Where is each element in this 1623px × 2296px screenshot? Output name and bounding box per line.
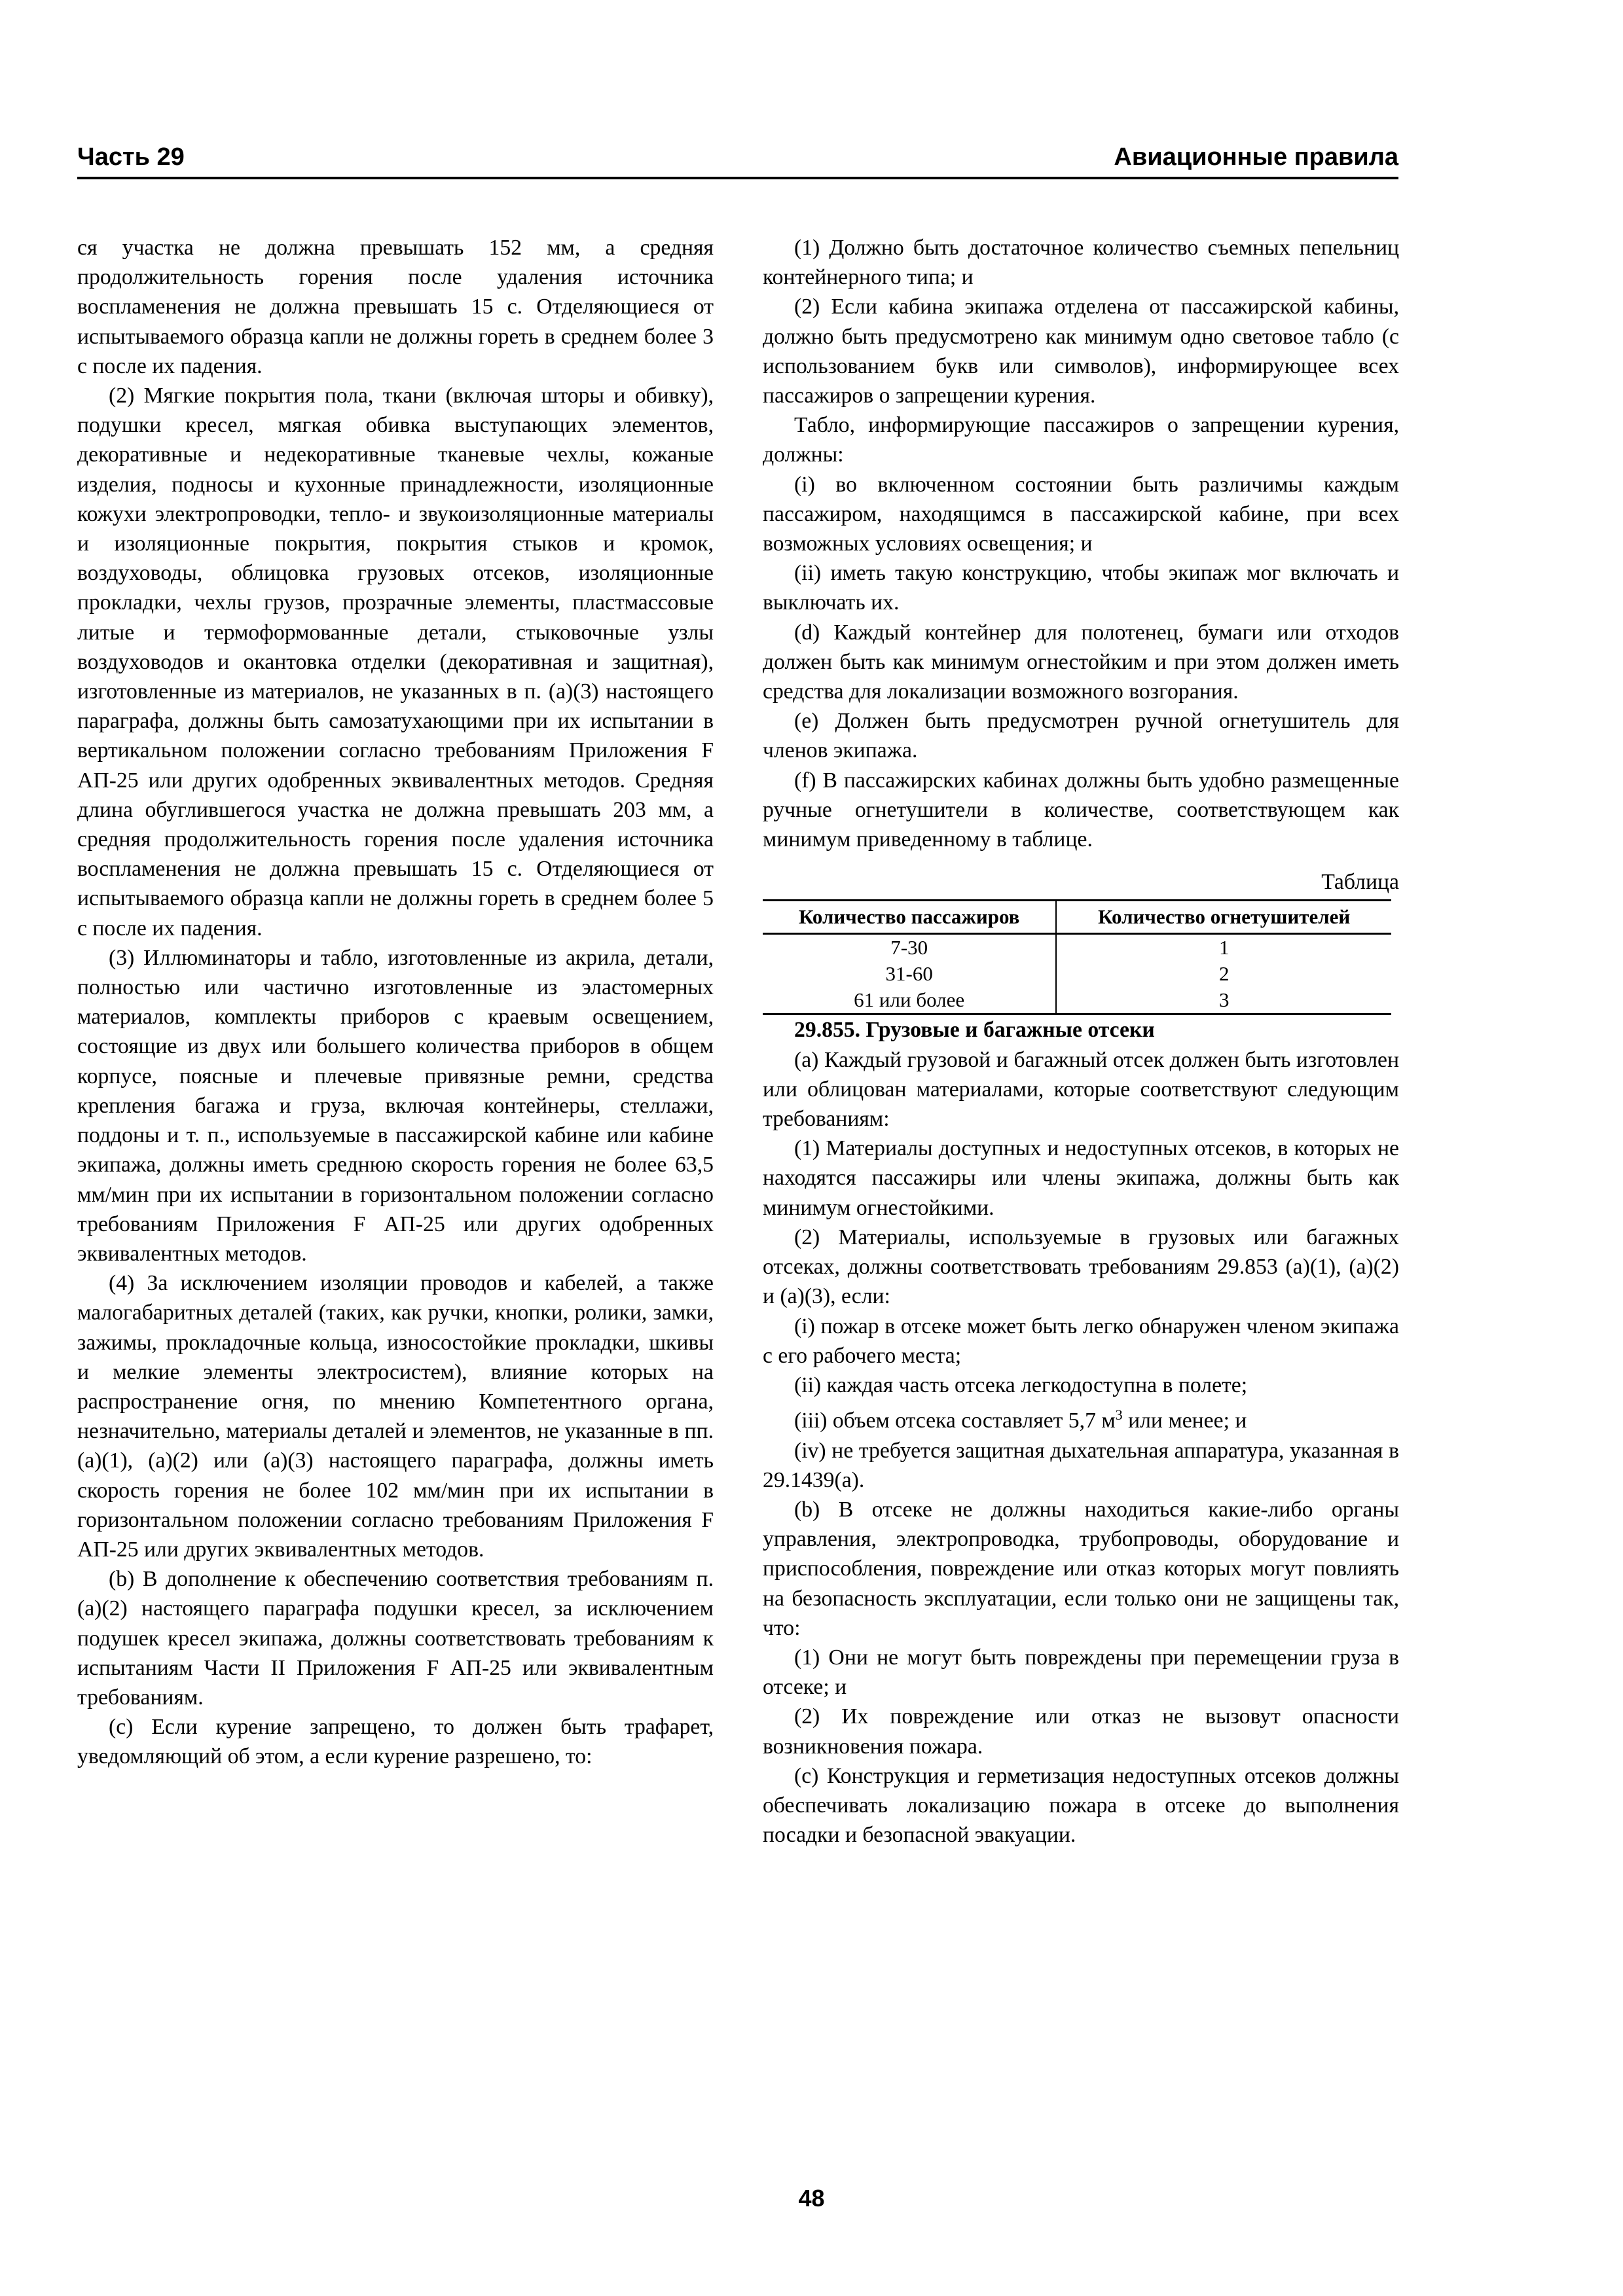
header-part-label: Часть 29 <box>77 143 185 171</box>
paragraph: (1) Они не могут быть повреждены при перемещении груза в отсеке; и <box>763 1645 1399 1700</box>
paragraph: (b) В отсеке не должны находиться какие-либо органы управления, электропроводка, трубопроводы, оборудование и приспособления, повреждение или отказ которых могут повлиять на безопасность эксплуатации, если только они не защищены так, что: <box>763 1497 1399 1640</box>
page-number: 48 <box>798 2185 825 2212</box>
paragraph: (2) Если кабина экипажа отделена от пассажирской кабины, должно быть предусмотрено как минимум одно световое табло (с использованием букв или символов), информирующее всех пассажиров о запрещении курения. <box>763 295 1399 408</box>
paragraph: ся участка не должна превышать 152 мм, а средняя продолжительность горения после удаления источника воспламенения не должна превышать 15 с. Отделяющиеся от испытываемого образца капли не должны гореть в среднем более 3 с после их падения. <box>77 236 714 378</box>
paragraph: (i) пожар в отсеке может быть легко обнаружен членом экипажа с его рабочего места; <box>763 1314 1399 1368</box>
paragraph: (c) Если курение запрещено, то должен быть трафарет, уведомляющий об этом, а если курение разрешено, то: <box>77 1715 714 1769</box>
paragraph: (i) во включенном состоянии быть различимы каждым пассажиром, находящимся в пассажирской кабине, при всех возможных условиях освещения; и <box>763 472 1399 556</box>
paragraph: (e) Должен быть предусмотрен ручной огнетушитель для членов экипажа. <box>763 709 1399 763</box>
section-heading: 29.855. Грузовые и багажные отсеки <box>794 1018 1155 1043</box>
table-cell: 61 или более <box>763 987 1056 1014</box>
table-label: Таблица <box>1321 870 1399 895</box>
volume-text-end: или менее; и <box>1122 1408 1247 1433</box>
table-header-extinguishers: Количество огнетушителей <box>1056 901 1391 934</box>
paragraph: (b) В дополнение к обеспечению соответствия требованиям п. (a)(2) настоящего параграфа подушки кресел, за исключением подушек кресел экипажа, должны соответствовать требованиям к испытаниям Части II Приложения F АП-25 или эквивалентным требованиям. <box>77 1567 714 1710</box>
volume-text: (iii) объем отсека составляет 5,7 м <box>794 1408 1116 1433</box>
paragraph: (ii) каждая часть отсека легкодоступна в полете; <box>794 1372 1248 1397</box>
right-column <box>763 233 1399 1850</box>
paragraph: (c) Конструкция и герметизация недоступных отсеков должны обеспечивать локализацию пожара в отсеке до выполнения посадки и безопасной эвакуации. <box>763 1763 1399 1848</box>
paragraph: (1) Должно быть достаточное количество съемных пепельниц контейнерного типа; и <box>763 236 1399 290</box>
volume-exponent: 3 <box>1115 1407 1123 1424</box>
paragraph: (2) Мягкие покрытия пола, ткани (включая шторы и обивку), подушки кресел, мягкая обивка выступающих элементов, декоративные и недекоративные тканевые чехлы, кожаные изделия, подносы и кухонные принадлежности, изоляционные кожухи электропроводки, тепло- и звукоизоляционные материалы и изоляционные покрытия, покрытия стыков и кромок, воздуховоды, облицовка грузовых отсеков, изоляционные прокладки, чехлы грузов, прозрачные элементы, пластмассовые литые и термоформованные детали, стыковочные узлы воздуховодов и окантовка отделки (декоративная и защитная), изготовленные из материалов, не указанных в п. (a)(3) настоящего параграфа, должны быть самозатухающими при их испытании в вертикальном положении согласно требованиям Приложения F АП-25 или других одобренных эквивалентных методов. Средняя длина обуглившегося участка не должна превышать 203 мм, а средняя продолжительность горения после удаления источника воспламенения не должна превышать 15 с. Отделяющиеся от испытываемого образца капли не должны гореть в среднем более 5 с после их падения. <box>77 384 714 941</box>
left-column <box>77 233 714 1772</box>
paragraph: (f) В пассажирских кабинах должны быть удобно размещенные ручные огнетушители в количестве, соответствующем как минимум приведенному в таблице. <box>763 768 1399 852</box>
table-row <box>763 987 1391 1014</box>
paragraph: (3) Иллюминаторы и табло, изготовленные из акрила, детали, полностью или частично изготовленные из эластомерных материалов, комплекты приборов с краевым освещением, состоящие из двух или большего количества приборов в общем корпусе, поясные и плечевые привязные ремни, средства крепления багажа и груза, включая контейнеры, стеллажи, поддоны и т. п., используемые в пассажирской кабине или кабине экипажа, должны иметь среднюю скорость горения не более 63,5 мм/мин при их испытании в горизонтальном положении согласно требованиям Приложения F АП-25 или других одобренных эквивалентных методов. <box>77 945 714 1266</box>
paragraph: (1) Материалы доступных и недоступных отсеков, в которых не находятся пассажиры или члены экипажа, должны быть как минимум огнестойкими. <box>763 1136 1399 1220</box>
paragraph: Табло, информирующие пассажиров о запрещении курения, должны: <box>763 413 1399 467</box>
paragraph: (ii) иметь такую конструкцию, чтобы экипаж мог включать и выключать их. <box>763 561 1399 615</box>
paragraph: (a) Каждый грузовой и багажный отсек должен быть изготовлен или облицован материалами, которые соответствуют следующим требованиям: <box>763 1047 1399 1132</box>
table-cell: 2 <box>1056 961 1391 987</box>
paragraph: (d) Каждый контейнер для полотенец, бумаги или отходов должен быть как минимум огнестойким и при этом должен иметь средства для локализации возможного возгорания. <box>763 620 1399 704</box>
table-cell: 31-60 <box>885 962 933 986</box>
extinguisher-table <box>763 899 1391 1015</box>
table-header-passengers: Количество пассажиров <box>763 901 1056 934</box>
paragraph: (iv) не требуется защитная дыхательная аппаратура, указанная в 29.1439(a). <box>763 1438 1399 1492</box>
page-header <box>77 136 1398 179</box>
table-cell: 1 <box>1056 934 1391 961</box>
paragraph: (4) За исключением изоляции проводов и кабелей, а также малогабаритных деталей (таких, как ручки, кнопки, ролики, замки, зажимы, прокладочные кольца, износостойкие прокладки, шкивы и мелкие элементы электросистем), влияние которых на распространение огня, по мнению Компетентного органа, незначительно, материалы деталей и элементов, не указанные в пп. (a)(1), (a)(2) или (a)(3) настоящего параграфа, должны иметь скорость горения не более 102 мм/мин при их испытании в горизонтальном положении согласно требованиям Приложения F АП-25 или других эквивалентных методов. <box>77 1271 714 1562</box>
paragraph: (2) Их повреждение или отказ не вызовут опасности возникновения пожара. <box>763 1704 1399 1759</box>
header-title: Авиационные правила <box>1114 143 1398 171</box>
paragraph-volume <box>763 1400 1399 1435</box>
table-row <box>763 961 1391 987</box>
paragraph: (2) Материалы, используемые в грузовых или багажных отсеках, должны соответствовать требованиям 29.853 (a)(1), (a)(2) и (a)(3), если: <box>763 1225 1399 1309</box>
table-cell: 7-30 <box>890 936 928 960</box>
table-row <box>763 934 1391 961</box>
table-cell: 3 <box>1056 987 1391 1014</box>
